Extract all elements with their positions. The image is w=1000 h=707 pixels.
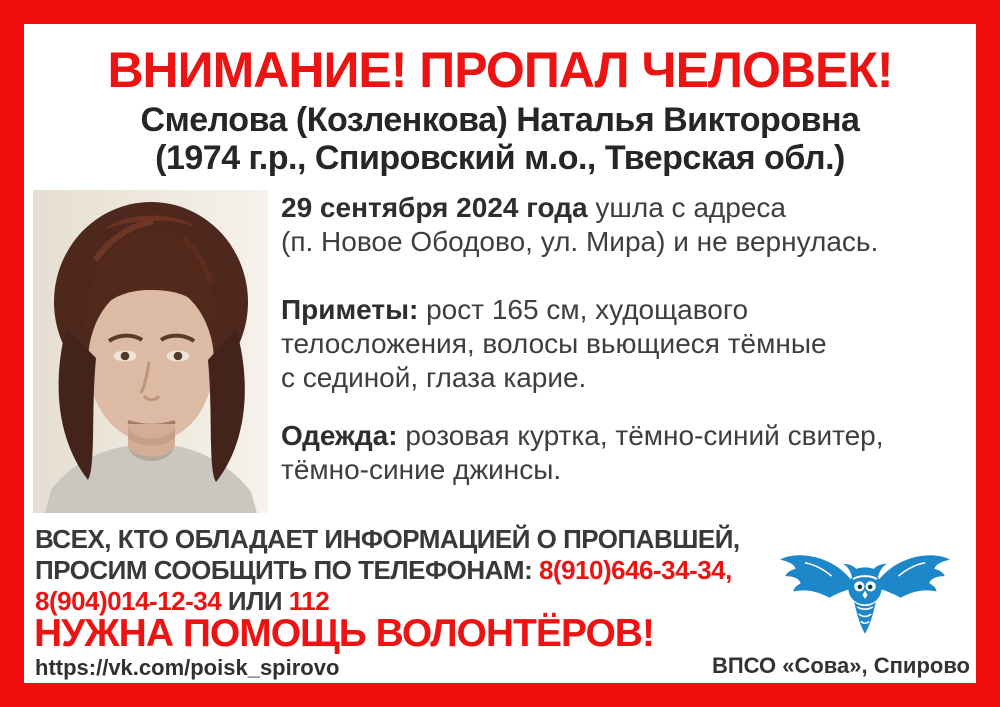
phone-number: 8(904)014-12-34 [35,586,222,616]
signs-label: Приметы: [281,294,419,325]
missing-person-photo [33,190,268,513]
emergency-number: 112 [288,586,330,616]
text-line: Приметы: рост 165 см, худощавого [281,294,749,325]
text-line: 29 сентября 2024 года ушла с адреса [281,192,786,223]
contact-phones-line: ПРОСИМ СООБЩИТЬ ПО ТЕЛЕФОНАМ: 8(910)646-34-34, [35,555,732,585]
disappearance-date: 29 сентября 2024 года [281,192,588,223]
owl-logo-icon [775,543,955,638]
clothing-label: Одежда: [281,420,398,451]
text-line: Одежда: розовая куртка, тёмно-синий свитер, [281,420,884,451]
text-line: тёмно-синие джинсы. [281,454,562,485]
text-line: телосложения, волосы вьющиеся тёмные [281,328,827,359]
vk-group-url: https://vk.com/poisk_spirovo [35,655,340,680]
phone-number: 8(910)646-34-34, [538,555,732,585]
organization-name: ВПСО «Сова», Спирово [711,653,970,678]
contact-appeal-line: ВСЕХ, КТО ОБЛАДАЕТ ИНФОРМАЦИЕЙ О ПРОПАВШЕЙ, [35,524,740,554]
person-name: Смелова (Козленкова) Наталья Викторовна [140,101,860,139]
signs-paragraph [281,293,827,395]
text-line: с сединой, глаза карие. [281,362,587,393]
disappearance-paragraph [281,191,878,259]
clothing-paragraph [281,419,884,487]
volunteers-call: НУЖНА ПОМОЩЬ ВОЛОНТЁРОВ! [34,612,654,655]
person-birth-region: (1974 г.р., Спировский м.о., Тверская обл.) [155,139,845,177]
poster-title: ВНИМАНИЕ! ПРОПАЛ ЧЕЛОВЕК! [107,42,893,98]
text-line: (п. Новое Ободово, ул. Мира) и не вернулась. [281,226,879,257]
contact-phones-line-2: 8(904)014-12-34 ИЛИ 112 [35,586,330,616]
